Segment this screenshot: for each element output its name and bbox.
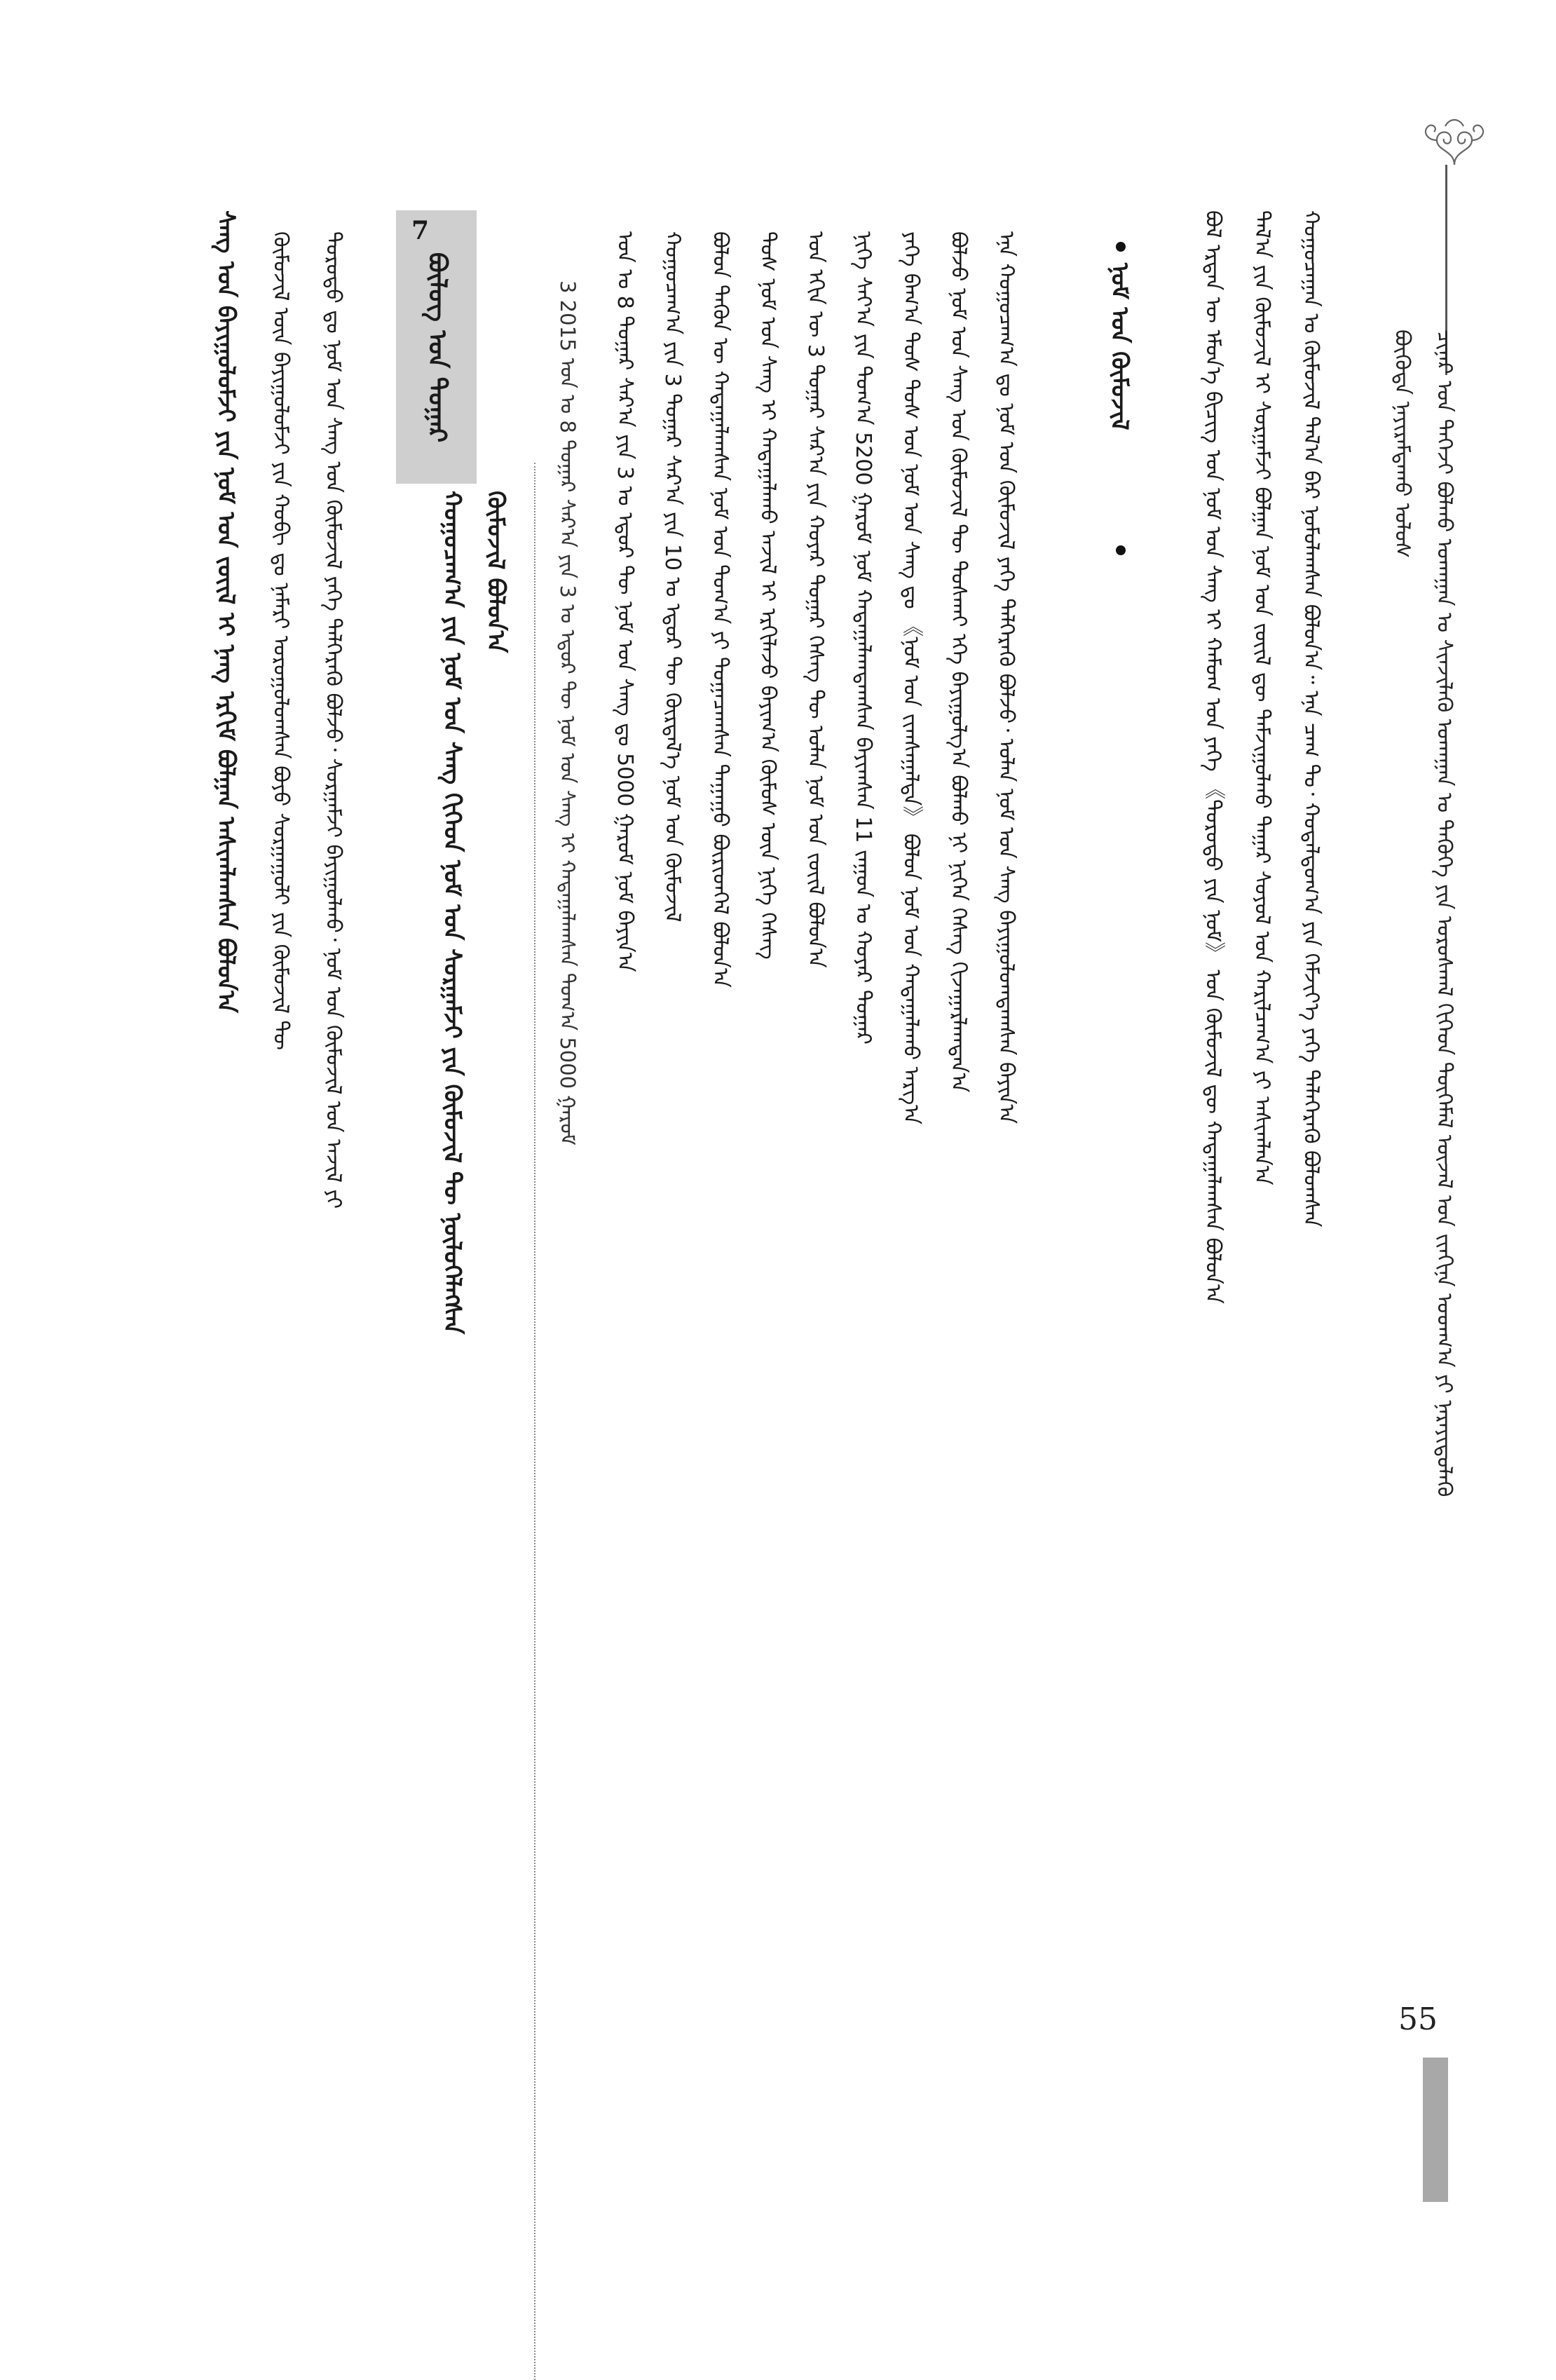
running-header-line-2: ᠪᠦᠭᠦᠳᠡ ᠨᠠᠶᠢᠷᠠᠮᠳᠠᠬᠤ ᠤᠯᠤᠰ	[1390, 329, 1414, 559]
section-title-line-2: ᠬᠦᠮᠦᠵᠢᠯ ᠪᠣᠯᠤᠨ᠎ᠠ	[482, 491, 510, 653]
text-column: ᠪᠣᠯᠤᠨ ᠲᠡᠭᠦᠨ ᠦ ᠬᠠᠳᠠᠭᠠᠯᠠᠭᠰᠠᠨ ᠨᠣᠮ ᠤᠨ ᠲᠣᠭ᠎ᠠ ᠶᠢ ᠲᠣᠭᠠᠴᠠᠭᠰᠠᠨ ᠳᠠᠭᠠᠭᠤ ᠪᠦᠷᠢᠳᠬᠡᠯ ᠪᠣᠯᠤᠨ᠎ᠠ	[708, 231, 732, 988]
sub-heading: ᠨᠣᠮ ᠤᠨ ᠬᠦᠮᠦᠵᠢᠯ	[1105, 263, 1133, 430]
footnote-separator	[534, 463, 535, 2380]
text-column: ᠡᠨᠡ ᠬᠤᠭᠤᠴᠠᠭ᠎ᠠ ᠳᠤ ᠨᠣᠮ ᠤᠨ ᠬᠦᠮᠦᠵᠢᠯ ᠶᠡᠬᠡ ᠳᠡᠯᠭᠡᠷᠡᠭᠦ ᠪᠣᠯᠵᠤ᠂ ᠣᠯᠠᠨ ᠨᠣᠮ ᠤᠨ ᠰᠠᠩ ᠪᠠᠶᠢᠭᠤᠯᠤᠭᠳᠠᠭᠰᠠᠨ ᠪᠠᠶᠢᠨ᠎ᠠ	[994, 231, 1018, 1124]
text-column: ᠪᠣᠯ ᠡᠷᠲᠡᠨ ᠦ ᠡᠮᠦᠨ᠎ᠡ ᠪᠢᠴᠢᠭ ᠤᠨ ᠨᠣᠮ ᠤᠨ ᠰᠠᠩ ᠢ ᠬᠠᠮᠤᠭ ᠤᠨ ᠶᠡᠬᠡ 《ᠳᠣᠷᠤᠳᠤ ᠶᠢᠨ ᠨᠣᠮ》 ᠤᠨ ᠬᠦᠮᠦᠵᠢᠯ ᠳᠦ ᠬᠠᠳᠠᠭᠠᠯᠠᠭᠰᠠᠨ ᠪᠣᠯᠤᠨ᠎ᠠ	[1201, 210, 1225, 1304]
section-label: ᠪᠦᠯᠦᠭ ᠤᠨ ᠳᠤᠭᠠᠷ	[423, 252, 451, 443]
section-number-box	[396, 210, 477, 484]
text-column: ᠪᠣᠯᠵᠤ ᠨᠣᠮ ᠤᠨ ᠰᠠᠩ ᠤᠨ ᠬᠦᠮᠦᠵᠢᠯ ᠲᠦ ᠲᠤᠰᠬᠠᠶ ᠡᠬᠡ ᠪᠠᠶᠢᠭᠤᠯᠭ᠎ᠠ ᠪᠣᠯᠬᠤ ᠨᠢ ᠨᠢᠭᠡᠨ ᠬᠡᠰᠡᠭ ᠬᠢᠵᠠᠭᠠᠷᠯᠠᠭᠳᠠᠨ᠎ᠠ	[946, 231, 971, 1093]
page-number: 55	[1398, 2001, 1438, 2037]
running-header-line-1: ᠴᠢᠨᠠᠷ ᠤᠨ ᠳᠡᠭᠡᠵᠢ ᠪᠣᠯᠬᠤ ᠤᠬᠠᠭᠠᠨ ᠤ ᠰᠢᠨᠵᠢᠯᠡᠬᠦ ᠤᠬᠠᠭᠠᠨ ᠤ ᠲᠡᠭᠦᠬᠡ ᠶᠢᠨ ᠤᠷᠤᠰᠬᠠᠯ ᠬᠢᠭᠡᠳ ᠲᠦᠭᠡᠮᠡᠯ ᠦᠵᠡᠯ ᠤᠨ ᠵᠢᠨᠬᠢᠨᠡ ᠤᠳᠬ᠎ᠠ ᠶᠢ ᠨᠡᠷᠡᠶᠢᠳᠦᠯᠡᠬᠦ	[1432, 329, 1456, 1497]
text-column: ᠬᠦᠮᠦᠵᠢᠯ ᠦᠨ ᠪᠠᠶᠢᠭᠤᠯᠤᠮᠵᠢ ᠶᠢᠨ ᠬᠤᠪᠢ ᠳᠤ ᠨᠡᠮᠡᠷᠢ ᠣᠷᠣᠭᠤᠯᠤᠭᠰᠠᠨ ᠪᠤᠶᠤ ᠰᠤᠷᠭᠠᠭᠤᠯᠢ ᠶᠢᠨ ᠬᠦᠮᠦᠵᠢᠯ ᠲᠦ	[268, 231, 293, 1050]
text-column: ᠣᠨ ᠤ 8 ᠳᠤᠭᠠᠷ ᠰᠠᠷ᠎ᠠ ᠶᠢᠨ 3 ᠤ ᠡᠳᠦᠷ ᠲᠦ ᠨᠣᠮ ᠤᠨ ᠰᠠᠩ ᠳᠤ 5000 ᠭᠠᠷᠤᠮ ᠨᠣᠮ ᠪᠠᠶᠢᠨ᠎ᠠ	[613, 231, 637, 972]
bullet-icon	[1116, 545, 1126, 555]
text-column: ᠨᠢᠭᠡ ᠰᠠᠶ᠎ᠠ ᠶᠢᠨ ᠲᠣᠭ᠎ᠠ 5200 ᠭᠠᠷᠤᠮ ᠨᠣᠮ ᠬᠠᠳᠠᠭᠠᠯᠠᠭᠳᠠᠭᠰᠠᠨ ᠪᠠᠶᠢᠭᠰᠠᠨ 11 ᠵᠠᠭᠤᠨ ᠤ ᠬᠣᠶᠠᠷ ᠳᠤᠭᠠᠷ	[851, 231, 875, 1045]
footnote: 3 2015 ᠣᠨ ᠤ 8 ᠳᠤᠭᠠᠷ ᠰᠠᠷ᠎ᠠ ᠶᠢᠨ 3 ᠤ ᠡᠳᠦᠷ ᠲᠦ ᠨᠣᠮ ᠤᠨ ᠰᠠᠩ ᠢ ᠬᠠᠳᠠᠭᠠᠯᠠᠭᠰᠠᠨ ᠲᠣᠭ᠎ᠠ 5000 ᠭᠠᠷᠤᠮ	[556, 280, 580, 1145]
scroll-ornament-icon	[1416, 112, 1493, 168]
text-column: ᠰᠠᠩ ᠤᠨ ᠪᠠᠶᠢᠭᠤᠯᠤᠮᠵᠢ ᠶᠢᠨ ᠨᠣᠮ ᠤᠨ ᠵᠦᠢᠯ ᠢ ᠨᠡᠩ ᠡᠷᠬᠢᠮ ᠪᠣᠯᠭᠠᠨ ᠠᠰᠢᠭᠯᠠᠭᠰᠠᠨ ᠪᠣᠯᠤᠨ᠎ᠠ	[212, 210, 240, 1013]
text-column: ᠲᠤᠰ ᠨᠣᠮ ᠤᠨ ᠰᠠᠩ ᠢ ᠬᠠᠳᠠᠭᠠᠯᠠᠬᠤ ᠠᠵᠢᠯ ᠢ ᠡᠷᠬᠢᠯᠡᠵᠦ ᠪᠠᠶᠢᠭ᠎ᠠ ᠬᠦᠮᠦᠰ ᠦᠨ ᠨᠢᠭᠡ ᠬᠡᠰᠡᠭ	[756, 231, 780, 960]
section-title-line-1: ᠬᠤᠭᠤᠴᠠᠭ᠎ᠠ ᠶᠢᠨ ᠨᠣᠮ ᠤᠨ ᠰᠠᠩ ᠬᠢᠭᠡᠳ ᠨᠣᠮ ᠤᠨ ᠰᠤᠷᠭᠠᠮᠵᠢ ᠶᠢᠨ ᠬᠦᠮᠦᠵᠢᠯ ᠲᠦ ᠨᠦᠯᠦᠭᠡᠯᠡᠭᠰᠡᠨ	[438, 491, 466, 1335]
text-column: ᠳᠣᠷᠤᠳᠤ ᠳᠤ ᠨᠣᠮ ᠤᠨ ᠰᠠᠩ ᠤᠨ ᠬᠦᠮᠦᠵᠢᠯ ᠶᠡᠬᠡ ᠳᠡᠯᠭᠡᠷᠡᠭᠦ ᠪᠣᠯᠵᠤ᠂ ᠰᠤᠷᠭᠠᠮᠵᠢ ᠪᠠᠶᠢᠭᠤᠯᠬᠤ᠂ ᠨᠣᠮ ᠤᠨ ᠬᠦᠮᠦᠵᠢᠯ ᠤᠨ ᠠᠵᠢᠯ ᠶᠢ	[321, 231, 346, 1209]
section-number: 7	[411, 216, 430, 245]
text-column: ᠬᠤᠭᠤᠴᠠᠭᠠᠨ ᠤ ᠬᠦᠮᠦᠵᠢᠯ ᠲᠠᠯ᠎ᠠ ᠪᠠᠷ ᠨᠣᠮᠤᠯᠠᠭᠰᠠᠨ ᠪᠣᠯᠤᠨ᠎ᠠ᠃ ᠡᠨᠡ ᠴᠠᠭ ᠲᠤ᠂ ᠬᠤᠳᠠᠯᠳᠤᠭ᠎ᠠ ᠶᠢᠨ ᠬᠡᠮᠵᠢᠶ᠎ᠡ ᠶᠡᠬᠡ ᠲᠡᠯᠡᠭᠡᠷᠡᠭᠦ ᠪᠣᠯᠤᠭᠰᠠᠨ	[1299, 210, 1323, 1228]
text-column: ᠤᠨ ᠡᠬᠢᠨ ᠦ 3 ᠳᠤᠭᠠᠷ ᠰᠠᠷ᠎ᠠ ᠶᠢᠨ ᠬᠣᠶᠠᠷ ᠳᠤᠭᠠᠷ ᠬᠡᠰᠡᠭ ᠲᠦ ᠣᠯᠠᠨ ᠨᠣᠮ ᠤᠨ ᠵᠦᠢᠯ ᠪᠣᠯᠤᠨ᠎ᠠ	[803, 231, 828, 968]
page-edge-tab	[1423, 2058, 1448, 2202]
bullet-icon	[1116, 242, 1126, 252]
text-column: ᠲᠠᠯ᠎ᠠ ᠶᠢᠨ ᠬᠦᠮᠦᠵᠢᠯ ᠢ ᠰᠤᠷᠭᠠᠮᠵᠢ ᠪᠣᠯᠭᠠᠨ ᠨᠣᠮ ᠤᠨ ᠵᠦᠢᠯ ᠳᠦ ᠳᠠᠮᠵᠢᠭᠤᠯᠬᠤ ᠲᠠᠭᠠᠷ ᠰᠣᠶᠣᠯ ᠤᠨ ᠬᠠᠷᠢᠯᠴᠠᠭ᠎ᠠ ᠶᠢ ᠠᠰᠢᠭᠯᠠᠨ᠎ᠠ	[1250, 210, 1274, 1185]
text-column: ᠶᠡᠬᠡ ᠪᠠᠭ᠎ᠠ ᠲᠤᠰ ᠲᠤᠰ ᠤᠨ ᠨᠣᠮ ᠤᠨ ᠰᠠᠩ ᠳᠤ 《ᠨᠣᠮ ᠤᠨ ᠵᠢᠭᠰᠠᠭᠠᠯᠲᠠ》 ᠪᠣᠯᠤᠨ ᠨᠣᠮ ᠤᠨ ᠬᠠᠳᠠᠭᠠᠯᠠᠬᠤ ᠠᠷᠭ᠎ᠠ	[899, 231, 923, 1124]
text-column: ᠬᠤᠭᠤᠴᠠᠭ᠎ᠠ ᠶᠢᠨ 3 ᠳᠤᠭᠠᠷ ᠰᠠᠷ᠎ᠠ ᠶᠢᠨ 10 ᠤ ᠡᠳᠦᠷ ᠲᠦ ᠬᠦᠷᠲᠡᠯ᠎ᠡ ᠨᠣᠮ ᠤᠨ ᠬᠦᠮᠦᠵᠢᠯ	[660, 231, 685, 923]
